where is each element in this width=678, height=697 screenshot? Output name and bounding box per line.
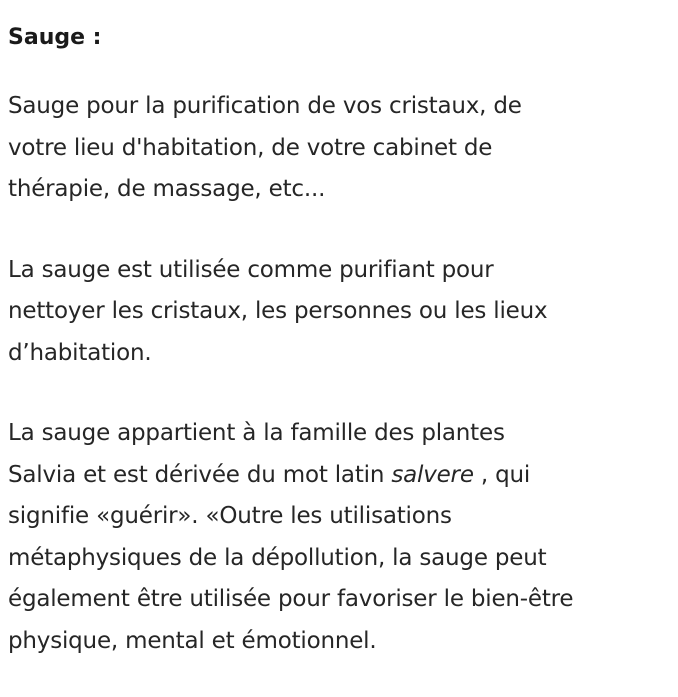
paragraph-line: thérapie, de massage, etc... <box>8 176 326 202</box>
paragraph-line: Sauge pour la purification de vos cristaux, de <box>8 93 522 119</box>
paragraph-line-with-latin-term <box>8 455 676 497</box>
paragraph-salvia-origin <box>8 413 676 662</box>
article-body <box>8 18 676 662</box>
latin-term: salvere <box>391 461 474 488</box>
paragraph-line: votre lieu d'habitation, de votre cabinet de <box>8 134 493 161</box>
paragraph-line: également être utilisée pour favoriser le bien-être <box>8 586 574 612</box>
paragraph-line: physique, mental et émotionnel. <box>8 627 377 654</box>
line-text-after-term: , qui <box>473 461 531 488</box>
paragraph-line: métaphysiques de la dépollution, la sauge peut <box>8 544 547 571</box>
paragraph-line: La sauge est utilisée comme purifiant pour <box>8 256 494 283</box>
paragraph-line: nettoyer les cristaux, les personnes ou les lieux <box>8 298 548 324</box>
paragraph-line: d’habitation. <box>8 339 152 366</box>
paragraph-purification-uses <box>8 86 676 211</box>
line-text-before-term: Salvia et est dérivée du mot latin <box>8 461 392 488</box>
paragraph-line: signifie «guérir». «Outre les utilisations <box>8 503 452 529</box>
section-heading: Sauge : <box>8 25 102 50</box>
paragraph-line: La sauge appartient à la famille des plantes <box>8 420 505 446</box>
paragraph-purifying-agent <box>8 250 676 375</box>
